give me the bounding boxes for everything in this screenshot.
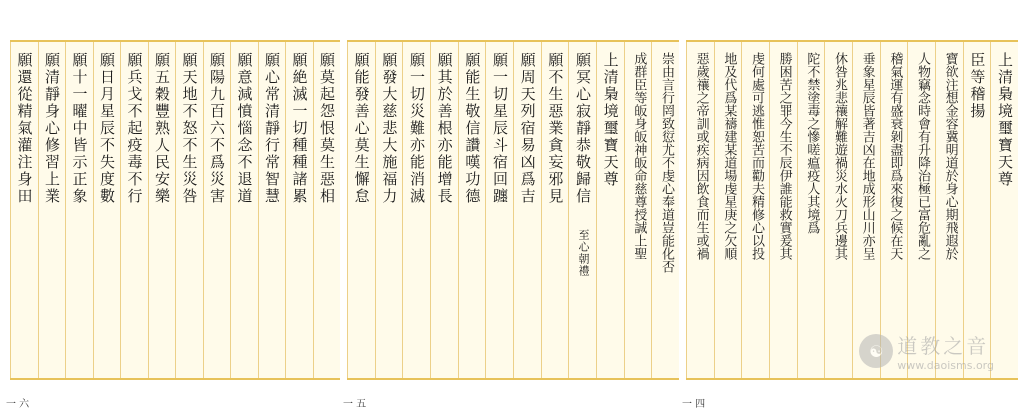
column-text: 成群臣等皈身皈神皈命慈尊授誠上聖 [631,52,647,260]
scripture-page-16 [10,40,340,380]
page-number-16: 一 六 [6,399,30,410]
text-column [686,42,714,378]
column-text: 願日月星辰不失度數 [98,52,116,205]
column-text: 願一切災難亦能消滅 [407,52,426,205]
page-number-15: 一 五 [343,399,367,410]
text-column [568,42,596,378]
column-text: 崇由言行罔致愆尤不虔心奉道豈能化否 [658,52,674,273]
text-column [175,42,203,378]
column-text: 願發大慈悲大施福力 [380,52,399,205]
column-text: 陀不禁塗毒之慘嗟瘟疫人其境爲 [804,52,820,234]
column-text: 願兵戈不起疫毒不行 [125,52,144,205]
text-column [120,42,148,378]
column-text: 願周天列宿易凶爲吉 [518,52,537,205]
text-column [797,42,825,378]
text-column [258,42,286,378]
column-text: 願一切星辰斗宿回躔 [490,52,509,205]
watermark [859,330,994,372]
text-column [624,42,652,378]
text-column [430,42,458,378]
column-text: 人物竊念時會有升降治極已富危亂之 [914,52,930,260]
text-column [347,42,375,378]
column-text: 願冥心寂靜恭敬歸信 [573,52,592,205]
column-text: 地及代爲某禱建某道場虔星庚之欠順 [721,52,737,260]
scripture-page-14 [686,40,1018,380]
text-column [230,42,258,378]
column-text: 勝困苦之罪今生不辰伊誰能救實爰其 [776,52,792,260]
column-text: 願還從精氣灌注身田 [15,52,34,205]
text-column [651,42,679,378]
text-column [402,42,430,378]
text-column [485,42,513,378]
column-text: 願清靜身心修習上業 [43,52,61,205]
column-text: 願心常清靜行常智慧 [263,52,281,205]
column-text: 惡歲禳之帝訓或疾病因飲食而生或禍 [693,52,709,260]
text-column [203,42,231,378]
column-text: 寶欲注想金容冀明道於身心期飛遐於 [942,52,958,260]
text-column [935,42,963,378]
taiji-logo-icon: ☯ [859,334,893,368]
column-text: 稽氣運有盛衰剝盡即爲來復之候在天 [887,52,903,260]
column-text: 願五穀豐熟人民安樂 [153,52,171,205]
text-column [741,42,769,378]
text-column [458,42,486,378]
text-column [38,42,66,378]
text-column [10,42,38,378]
text-column [907,42,935,378]
watermark-title: 道教之音 [897,334,990,358]
text-column [769,42,797,378]
scripture-page-15 [347,40,679,380]
column-text: 臣等稽揚 [968,52,987,120]
page-number-14: 一 四 [682,399,706,410]
text-column [148,42,176,378]
text-column [541,42,569,378]
text-column [313,42,341,378]
column-text: 願十一曜中皆示正象 [70,52,89,205]
column-text: 休咎兆悲禳解難遊禍災水火刀兵邊其 [831,52,847,260]
text-column [285,42,313,378]
text-column [714,42,742,378]
text-column [93,42,121,378]
text-column [513,42,541,378]
column-text: 願能生敬信讚嘆功德 [463,52,482,205]
text-column [375,42,403,378]
text-column [990,42,1018,378]
column-text: 願絶滅一切種種諸累 [290,52,309,205]
column-text: 上清梟境璽寶天尊 [995,52,1014,188]
column-text: 願能發善心莫生懈怠 [352,52,371,205]
column-text: 虔何處可逃惟恕苦而勸夫精修心以投 [748,52,764,260]
column-text: 願意減憤惱念不退道 [235,52,254,205]
text-column [596,42,624,378]
text-column [852,42,880,378]
text-column [880,42,908,378]
column-text: 願莫起怨恨莫生惡相 [318,52,336,205]
column-text: 願其於善根亦能增長 [435,52,454,205]
column-text: 垂象星辰皆著吉凶在地成形山川亦呈 [859,52,875,260]
text-column [963,42,991,378]
text-column [824,42,852,378]
watermark-url: www.daoisms.org [897,359,994,372]
column-text: 上清梟境璽寶天尊 [601,52,620,188]
column-text: 願天地不怒不生災咎 [180,52,199,205]
column-text: 願陽九百六不爲災害 [208,52,226,205]
column-text: 願不生惡業貪妄邪見 [546,52,565,205]
text-column [65,42,93,378]
column-subtext: 至心朝禮 [576,229,590,277]
